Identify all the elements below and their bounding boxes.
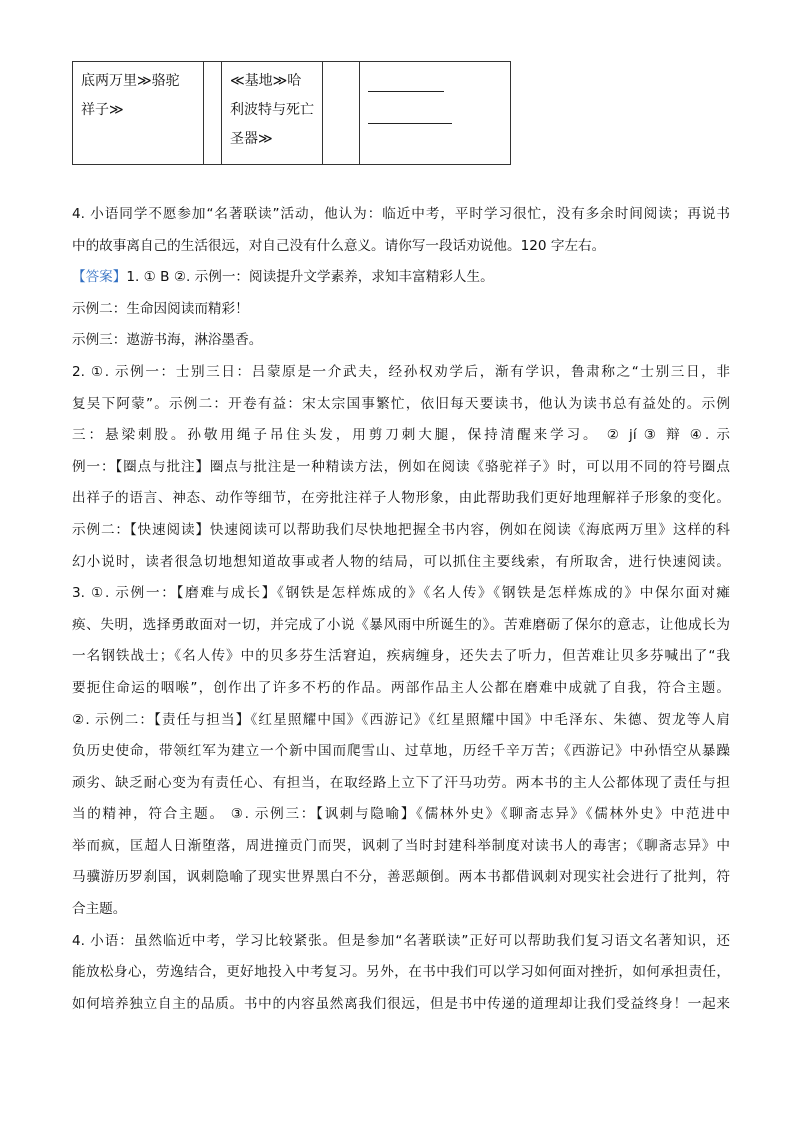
answer-line bbox=[72, 262, 730, 294]
reading-table bbox=[72, 61, 511, 165]
text-line: 中的故事离自己的生活很远，对自己没有什么意义。请你写一段话劝说他。120 字左右。 bbox=[72, 237, 606, 254]
text-line: 三：悬梁刺股。孙敬用绳子吊住头发，用剪刀刺大腿，保持清醒来学习。 ② jí ③ 辩 ④. 示 bbox=[72, 427, 730, 444]
text-line: 痪、失明，选择勇敢面对一切，并完成了小说《暴风雨中所诞生的》。苦难磨砺了保尔的意志，让他成长为 bbox=[72, 616, 730, 633]
document-body bbox=[72, 199, 730, 1020]
text-line: 举而疯，匡超人日渐堕落，周进撞贡门而哭，讽刺了当时封建科举制度对读书人的毒害；《聊斋志异》中 bbox=[72, 837, 730, 854]
empty-cell-1 bbox=[204, 62, 222, 165]
cell-line: 底两万里≫骆驼 bbox=[81, 73, 180, 89]
fill-in-blank-2[interactable] bbox=[368, 102, 452, 124]
text-line: 如何培养独立自主的品质。书中的内容虽然离我们很远，但是书中传递的道理却让我们受益终身！一起来 bbox=[72, 995, 730, 1012]
text-line: 一名钢铁战士；《名人传》中的贝多芬生活窘迫，疾病缠身，还失去了听力，但苦难让贝多芬喊出了“我 bbox=[72, 648, 730, 665]
text-line: 示例二：生命因阅读而精彩！ bbox=[72, 300, 249, 317]
text-line: 能放松身心，劳逸结合，更好地投入中考复习。另外，在书中我们可以学习如何面对挫折，如何承担责任， bbox=[72, 964, 730, 981]
table-row bbox=[73, 62, 511, 165]
fill-in-blank-1[interactable] bbox=[368, 70, 444, 92]
text-line: 要扼住命运的咽喉”，创作出了许多不朽的作品。两部作品主人公都在磨难中成就了自我，符合主题。 bbox=[72, 679, 730, 696]
answer-label: 【答案】 bbox=[72, 269, 127, 286]
text-line: 3. ①. 示例一：【磨难与成长】《钢铁是怎样炼成的》《名人传》《钢铁是怎样炼成的》中保尔面对瘫 bbox=[72, 585, 730, 602]
text-line: 4. 小语同学不愿参加“名著联读”活动，他认为：临近中考，平时学习很忙，没有多余时间阅读；再说书 bbox=[72, 206, 730, 222]
text-line: 负历史使命，带领红军为建立一个新中国而爬雪山、过草地，历经千辛万苦；《西游记》中孙悟空从暴躁 bbox=[72, 743, 730, 760]
cell-line: 利波特与死亡 bbox=[230, 102, 314, 118]
text-line: ②. 示例二：【责任与担当】《红星照耀中国》《西游记》《红星照耀中国》中毛泽东、朱德、贺龙等人肩 bbox=[72, 711, 730, 728]
empty-cell-2 bbox=[323, 62, 360, 165]
text-line: 2. ①. 示例一：士别三日：吕蒙原是一介武夫，经孙权劝学后，渐有学识，鲁肃称之“士别三日，非 bbox=[72, 363, 730, 380]
table-row-wrapper bbox=[72, 61, 511, 165]
text-line: 马骥游历罗刹国，讽刺隐喻了现实世界黑白不分，善恶颠倒。两本书都借讽刺对现实社会进行了批判，符 bbox=[72, 869, 730, 886]
text-line: 例一：【圈点与批注】圈点与批注是一种精读方法，例如在阅读《骆驼祥子》时，可以用不同的符号圈点 bbox=[72, 458, 730, 475]
answer-text: 1. ① B ②. 示例一：阅读提升文学素养，求知丰富精彩人生。 bbox=[126, 269, 494, 286]
cell-line: 圣器≫ bbox=[230, 131, 273, 147]
text-line: 当的精神，符合主题。 ③. 示例三：【讽刺与隐喻】《儒林外史》《聊斋志异》《儒林外史》中范进中 bbox=[72, 806, 730, 823]
text-line: 幻小说时，读者很急切地想知道故事或者人物的结局，可以抓住主要线索，有所取舍，进行快速阅读。 bbox=[72, 553, 730, 570]
text-line: 顽劣、缺乏耐心变为有责任心、有担当，在取经路上立下了汗马功劳。两本书的主人公都体现了责任与担 bbox=[72, 774, 730, 791]
blank-cell bbox=[360, 62, 511, 165]
text-line: 示例三：遨游书海，淋浴墨香。 bbox=[72, 332, 263, 349]
text-line: 复吴下阿蒙”。示例二：开卷有益：宋太宗国事繁忙，依旧每天要读书，他认为读书总有益处的。示例 bbox=[72, 395, 730, 412]
book-cell-1-text bbox=[73, 62, 203, 125]
text-line: 4. 小语：虽然临近中考，学习比较紧张。但是参加“名著联读”正好可以帮助我们复习语文名著知识，还 bbox=[72, 932, 730, 949]
text-line: 示例二：【快速阅读】快速阅读可以帮助我们尽快地把握全书内容，例如在阅读《海底两万里》这样的科 bbox=[72, 521, 730, 538]
text-line: 合主题。 bbox=[72, 901, 127, 918]
book-cell-2 bbox=[222, 62, 323, 165]
text-line: 出祥子的语言、神态、动作等细节，在旁批注祥子人物形象，由此帮助我们更好地理解祥子形象的变化。 bbox=[72, 490, 730, 507]
book-cell-2-text bbox=[222, 62, 322, 154]
cell-line: 祥子≫ bbox=[81, 102, 124, 118]
cell-line: ≪基地≫哈 bbox=[230, 73, 302, 89]
book-cell-1 bbox=[73, 62, 204, 165]
